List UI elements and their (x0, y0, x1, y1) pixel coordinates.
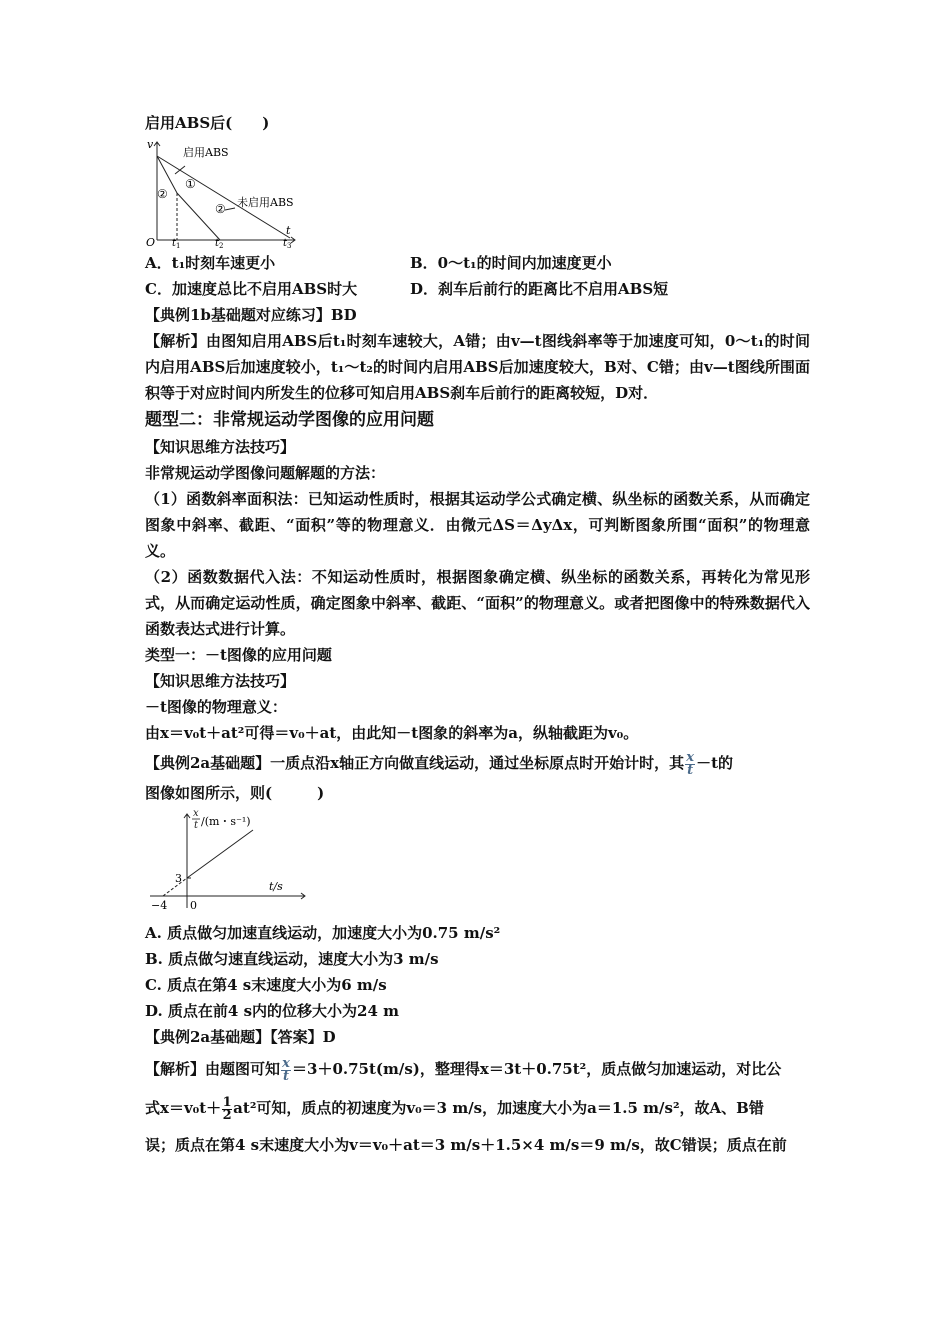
q1-options-cd (145, 276, 810, 302)
abs-on-label: 启用ABS (183, 146, 229, 159)
x-tick-neg-label: −4 (151, 899, 168, 912)
exp2-l1-pre: 【解析】由题图可知 (145, 1060, 281, 1078)
q1-answer: 【典例1b基础题对应练习】BD (145, 306, 357, 324)
type1-line-2: 由x＝v₀t＋at²可得＝v₀＋at，由此知－t图象的斜率为a，纵轴截距为v₀。 (145, 724, 639, 742)
tick-t1-sub: 1 (176, 242, 181, 248)
q2-option-c: C. 质点在第4 s末速度大小为6 m/s (145, 976, 387, 994)
q2-option-d: D. 质点在前4 s内的位移大小为24 m (145, 1002, 399, 1020)
x-over-t-fraction (281, 1055, 291, 1084)
frac-num: x (282, 1055, 290, 1071)
v-axis-label: v (147, 138, 154, 151)
y-frac-num: x (193, 808, 199, 819)
t-axis-label: t (286, 224, 291, 237)
q2-explanation-line-1 (145, 1050, 810, 1088)
q2-option-b: B. 质点做匀速直线运动，速度大小为3 m/s (145, 950, 439, 968)
frac-den: t (687, 762, 694, 778)
type1-title: 类型一：－t图像的应用问题 (145, 646, 332, 664)
exp2-l2-post: at²可知，质点的初速度为v₀＝3 m/s，加速度大小为a＝1.5 m/s²，故A、B错 (233, 1099, 764, 1117)
type1-tip-heading: 【知识思维方法技巧】 (145, 672, 296, 690)
half-den: 2 (222, 1107, 232, 1123)
exp2-l1-post: ＝3＋0.75t(m/s)，整理得x＝3t＋0.75t²，质点做匀加速运动，对比公 (292, 1060, 782, 1078)
tick-t2-sub: 2 (219, 242, 224, 248)
section2-tip-heading: 【知识思维方法技巧】 (145, 438, 296, 456)
x-axis-label: t/s (269, 880, 283, 893)
q2-stem-line-2: 图像如图所示，则( ) (145, 784, 325, 802)
document-page (145, 110, 810, 1162)
q2-explanation-line-2 (145, 1088, 810, 1128)
y-frac-den: t (194, 820, 199, 831)
tick-t3: t (283, 238, 288, 248)
type1-line-1: －t图像的物理意义： (145, 698, 287, 716)
origin-label: 0 (190, 899, 197, 912)
q1-option-b: B．0～t₁的时间内加速度更小 (410, 254, 612, 272)
abs-off-label: 未启用ABS (237, 196, 294, 209)
tick-t1: t (172, 238, 177, 248)
q1-option-a: A．t₁时刻车速更小 (145, 254, 276, 272)
q2-stem (145, 746, 810, 780)
y-tick-label: 3 (175, 872, 182, 885)
q2-stem-pre: 【典例2a基础题】一质点沿x轴正方向做直线运动，通过坐标原点时开始计时，其 (145, 754, 685, 772)
section2-intro: 非常规运动学图像问题解题的方法： (145, 464, 386, 482)
q2-option-a: A. 质点做匀加速直线运动，加速度大小为0.75 m/s² (145, 924, 501, 942)
half-num: 1 (222, 1094, 232, 1110)
xt-chart (145, 808, 315, 918)
vt-chart (145, 138, 310, 248)
section2-title: 题型二：非常规运动学图像的应用问题 (145, 410, 434, 430)
q2-explanation-line-3: 误；质点在第4 s末速度大小为v＝v₀＋at＝3 m/s＋1.5×4 m/s＝9 m/s，故C错误；质点在前 (145, 1136, 787, 1154)
tick-t2: t (215, 238, 220, 248)
q1-option-c: C．加速度总比不启用ABS时大 (145, 280, 358, 298)
q2-stem-post: －t的 (696, 754, 734, 772)
tick-t3-sub: 3 (287, 242, 292, 248)
q1-explanation: 【解析】由图知启用ABS后t₁时刻车速较大，A错；由v—t图线斜率等于加速度可知，0～t₁的时间内启用ABS后加速度较小，t₁～t₂的时间内启用ABS后加速度较大，B对、C错；由v—t图线所围面积等于对应时间内所发生的位移可知启用ABS刹车后前行的距离较短，D对． (145, 332, 810, 402)
section2-method-2: （2）函数数据代入法：不知运动性质时，根据图象确定横、纵坐标的函数关系，再转化为常见形式，从而确定运动性质，确定图象中斜率、截距、“面积”的物理意义。或者把图像中的特殊数据代入函数表达式进行计算。 (145, 568, 810, 638)
q1-options-ab (145, 250, 810, 276)
q1-option-d: D．刹车后前行的距离比不启用ABS短 (410, 280, 669, 298)
x-over-t-fraction (685, 749, 695, 778)
q2-answer: 【典例2a基础题】【答案】D (145, 1028, 336, 1046)
one-half-fraction (222, 1094, 232, 1123)
exp2-l2-pre: 式x＝v₀t＋ (145, 1099, 222, 1117)
y-axis-label: /(m・s⁻¹) (201, 815, 251, 828)
abs-on-line-2 (177, 193, 220, 240)
data-line (187, 830, 253, 878)
origin-label: O (146, 236, 156, 248)
region-2-mark-right: ② (215, 202, 226, 216)
frac-den: t (283, 1068, 290, 1084)
region-1-mark: ① (185, 177, 196, 191)
frac-num: x (686, 749, 694, 765)
section2-method-1: （1）函数斜率面积法：已知运动性质时，根据其运动学公式确定横、纵坐标的函数关系，从而确定图象中斜率、截距、“面积”等的物理意义．由微元ΔS＝ΔyΔx，可判断图象所围“面积”的物理意义。 (145, 490, 810, 560)
region-2-mark-left: ② (157, 187, 168, 201)
abs-off-pointer (225, 208, 235, 210)
q1-stem: 启用ABS后( ) (145, 114, 270, 132)
